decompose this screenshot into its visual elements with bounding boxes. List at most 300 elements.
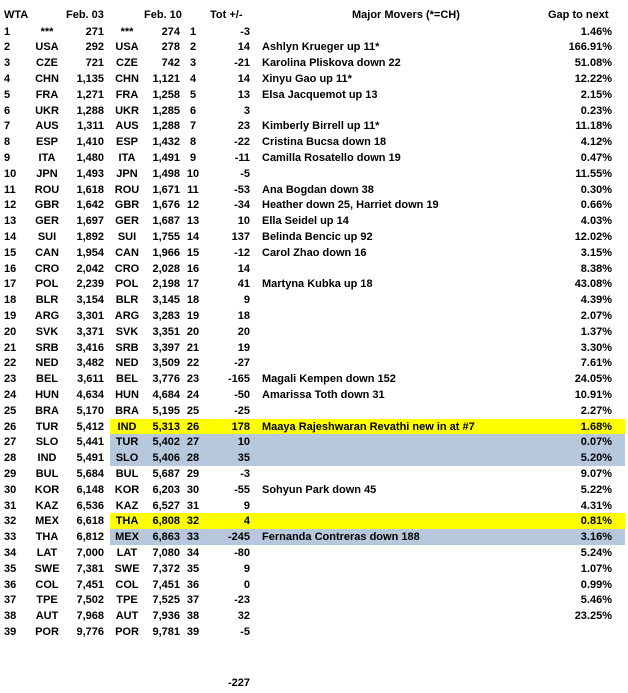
gap-to-next: 0.99% — [580, 578, 612, 591]
points-feb03: 1,135 — [76, 72, 104, 85]
points-feb10: 1,285 — [152, 104, 180, 117]
points-feb10: 3,509 — [152, 357, 180, 370]
rank-cell: 31 — [4, 499, 17, 512]
points-feb10: 6,203 — [152, 483, 180, 496]
total-diff: 9 — [243, 562, 250, 575]
points-feb03: 1,618 — [76, 183, 104, 196]
country-feb03: ROU — [34, 183, 60, 196]
country-feb10: BEL — [116, 373, 138, 386]
country-feb03: BLR — [35, 294, 59, 307]
country-feb03: CRO — [34, 262, 60, 275]
points-feb10: 1,288 — [152, 120, 180, 133]
points-feb03: 5,684 — [76, 467, 104, 480]
rank-cell: 33 — [4, 531, 17, 544]
rank-feb10: 18 — [186, 294, 200, 307]
points-feb10: 1,121 — [152, 72, 180, 85]
rank-cell: 3 — [4, 57, 11, 70]
rank-cell: 17 — [4, 278, 17, 291]
rank-feb10: 28 — [186, 452, 200, 465]
rank-feb10: 35 — [186, 562, 200, 575]
country-feb03: BRA — [35, 404, 59, 417]
rank-cell: 23 — [4, 373, 17, 386]
rank-feb10: 32 — [186, 515, 200, 528]
header-major-movers: Major Movers (*=CH) — [352, 9, 460, 21]
points-feb10: 1,491 — [152, 151, 180, 164]
rank-cell: 39 — [4, 625, 17, 638]
points-feb10: 2,028 — [152, 262, 180, 275]
country-feb10: KAZ — [115, 499, 139, 512]
points-feb10: 5,406 — [152, 452, 180, 465]
gap-to-next: 3.30% — [580, 341, 612, 354]
gap-to-next: 12.22% — [574, 72, 612, 85]
total-diff: -5 — [240, 167, 250, 180]
rank-cell: 28 — [4, 452, 17, 465]
points-feb10: 7,525 — [152, 594, 180, 607]
rank-cell: 21 — [4, 341, 17, 354]
gap-to-next: 3.16% — [580, 531, 612, 544]
country-feb03: NED — [35, 357, 59, 370]
country-feb10: HUN — [115, 388, 139, 401]
gap-to-next: 0.07% — [580, 436, 612, 449]
total-diff: 137 — [231, 230, 250, 243]
country-feb10: SRB — [115, 341, 139, 354]
total-diff: -22 — [234, 136, 250, 149]
rank-feb10: 8 — [189, 136, 197, 149]
country-feb10: *** — [120, 25, 134, 38]
header-tot: Tot +/- — [210, 9, 243, 21]
country-feb10: ARG — [114, 309, 140, 322]
gap-to-next: 2.07% — [580, 309, 612, 322]
total-diff: -34 — [234, 199, 250, 212]
points-feb03: 6,812 — [76, 531, 104, 544]
country-feb03: AUT — [35, 610, 59, 623]
rank-feb10: 5 — [189, 88, 197, 101]
points-feb10: 1,671 — [152, 183, 180, 196]
total-diff: 10 — [237, 436, 250, 449]
rank-feb10: 15 — [186, 246, 200, 259]
country-feb10: KOR — [114, 483, 140, 496]
points-feb10: 7,372 — [152, 562, 180, 575]
country-feb03: COL — [35, 578, 59, 591]
country-feb10: USA — [115, 41, 139, 54]
total-diff: 19 — [237, 341, 250, 354]
country-feb03: LAT — [36, 546, 58, 559]
rank-cell: 5 — [4, 88, 11, 101]
gap-to-next: 43.08% — [574, 278, 612, 291]
points-feb10: 4,684 — [152, 388, 180, 401]
total-diff: -3 — [240, 467, 250, 480]
major-mover: Camilla Rosatello down 19 — [262, 151, 401, 164]
country-feb10: NED — [115, 357, 139, 370]
gap-to-next: 2.15% — [580, 88, 612, 101]
points-feb10: 6,527 — [152, 499, 180, 512]
points-feb03: 271 — [85, 25, 104, 38]
points-feb10: 1,755 — [152, 230, 180, 243]
rank-cell: 36 — [4, 578, 17, 591]
rank-feb10: 26 — [186, 420, 200, 433]
rank-cell: 15 — [4, 246, 17, 259]
gap-to-next: 0.30% — [580, 183, 612, 196]
total-diff: -21 — [234, 57, 250, 70]
gap-to-next: 1.68% — [580, 420, 612, 433]
total-diff: 35 — [237, 452, 250, 465]
rank-feb10: 14 — [186, 230, 200, 243]
rank-cell: 35 — [4, 562, 17, 575]
major-mover: Fernanda Contreras down 188 — [262, 531, 420, 544]
country-feb10: SLO — [115, 452, 139, 465]
country-feb10: TUR — [115, 436, 139, 449]
rank-feb10: 34 — [186, 546, 200, 559]
total-diff: -50 — [234, 388, 250, 401]
gap-to-next: 11.18% — [575, 120, 612, 133]
total-diff: 32 — [237, 610, 250, 623]
country-feb03: FRA — [35, 88, 59, 101]
points-feb03: 6,536 — [76, 499, 104, 512]
points-feb03: 2,042 — [76, 262, 104, 275]
points-feb10: 6,863 — [152, 531, 180, 544]
country-feb10: MEX — [115, 531, 139, 544]
gap-to-next: 5.46% — [580, 594, 612, 607]
country-feb10: BUL — [115, 467, 139, 480]
rank-cell: 24 — [4, 388, 17, 401]
gap-to-next: 2.27% — [580, 404, 612, 417]
gap-to-next: 0.47% — [580, 151, 612, 164]
total-diff: 9 — [243, 499, 250, 512]
rank-feb10: 23 — [186, 373, 200, 386]
major-mover: Martyna Kubka up 18 — [262, 278, 373, 291]
points-feb03: 3,301 — [76, 309, 104, 322]
rank-cell: 4 — [4, 72, 11, 85]
points-feb10: 1,676 — [152, 199, 180, 212]
country-feb03: ARG — [34, 309, 60, 322]
rank-feb10: 29 — [186, 467, 200, 480]
country-feb03: CZE — [36, 57, 58, 70]
country-feb03: HUN — [35, 388, 59, 401]
total-diff: -53 — [234, 183, 250, 196]
points-feb03: 292 — [85, 41, 104, 54]
country-feb10: LAT — [116, 546, 138, 559]
points-feb10: 5,402 — [152, 436, 180, 449]
gap-to-next: 1.46% — [580, 25, 612, 38]
points-feb03: 7,968 — [76, 610, 104, 623]
points-feb03: 5,170 — [76, 404, 104, 417]
points-feb10: 5,687 — [152, 467, 180, 480]
points-feb10: 7,080 — [152, 546, 180, 559]
rank-feb10: 10 — [186, 167, 200, 180]
points-feb03: 4,634 — [76, 388, 104, 401]
rank-feb10: 37 — [186, 594, 200, 607]
rank-cell: 16 — [4, 262, 17, 275]
rank-feb10: 17 — [186, 278, 200, 291]
major-mover: Sohyun Park down 45 — [262, 483, 377, 496]
country-feb03: TUR — [35, 420, 59, 433]
gap-to-next: 4.12% — [580, 136, 612, 149]
gap-to-next: 7.61% — [580, 357, 612, 370]
country-feb10: CHN — [115, 72, 139, 85]
points-feb03: 5,441 — [76, 436, 104, 449]
rank-feb10: 6 — [189, 104, 197, 117]
rank-feb10: 27 — [186, 436, 200, 449]
points-feb10: 1,498 — [152, 167, 180, 180]
rank-cell: 12 — [4, 199, 17, 212]
total-diff: 41 — [237, 278, 250, 291]
country-feb03: SRB — [35, 341, 59, 354]
rank-feb10: 16 — [186, 262, 200, 275]
total-diff: 14 — [237, 262, 250, 275]
total-diff: -23 — [234, 594, 250, 607]
rank-feb10: 19 — [186, 309, 200, 322]
rank-feb10: 21 — [186, 341, 200, 354]
major-mover: Xinyu Gao up 11* — [262, 72, 352, 85]
rank-cell: 26 — [4, 420, 17, 433]
rank-cell: 18 — [4, 294, 17, 307]
gap-to-next: 11.55% — [575, 167, 612, 180]
rank-cell: 13 — [4, 215, 17, 228]
country-feb10: BRA — [115, 404, 139, 417]
major-mover: Heather down 25, Harriet down 19 — [262, 199, 439, 212]
rank-cell: 19 — [4, 309, 17, 322]
country-feb03: SVK — [35, 325, 59, 338]
country-feb10: GER — [115, 215, 139, 228]
country-feb10: AUT — [115, 610, 139, 623]
country-feb10: CAN — [115, 246, 139, 259]
gap-to-next: 5.22% — [580, 483, 612, 496]
points-feb03: 721 — [85, 57, 104, 70]
points-feb03: 1,954 — [76, 246, 104, 259]
gap-to-next: 166.91% — [568, 41, 612, 54]
country-feb10: THA — [115, 515, 139, 528]
country-feb03: BEL — [36, 373, 58, 386]
total-diff: 23 — [237, 120, 250, 133]
total-diff: -80 — [234, 546, 250, 559]
total-diff: 9 — [243, 294, 250, 307]
rank-feb10: 9 — [189, 151, 197, 164]
country-feb03: IND — [37, 452, 57, 465]
gap-to-next: 0.23% — [580, 104, 612, 117]
country-feb03: KAZ — [35, 499, 59, 512]
gap-to-next: 12.02% — [574, 230, 612, 243]
country-feb10: COL — [115, 578, 139, 591]
points-feb03: 3,482 — [76, 357, 104, 370]
country-feb03: JPN — [36, 167, 58, 180]
points-feb03: 3,611 — [77, 373, 104, 386]
rank-cell: 8 — [4, 136, 11, 149]
total-diff: 14 — [237, 72, 250, 85]
points-feb03: 1,642 — [76, 199, 104, 212]
points-feb10: 278 — [161, 41, 180, 54]
total-diff: 20 — [237, 325, 250, 338]
rank-cell: 38 — [4, 610, 17, 623]
gap-to-next: 5.24% — [580, 546, 612, 559]
points-feb03: 5,412 — [76, 420, 104, 433]
major-mover: Kimberly Birrell up 11* — [262, 120, 380, 133]
country-feb10: SVK — [115, 325, 139, 338]
rank-feb10: 31 — [186, 499, 200, 512]
points-feb10: 1,258 — [152, 88, 180, 101]
points-feb03: 1,697 — [76, 215, 104, 228]
header-gap-to-next: Gap to next — [548, 9, 609, 21]
rank-cell: 27 — [4, 436, 17, 449]
points-feb03: 6,148 — [76, 483, 104, 496]
country-feb03: CAN — [35, 246, 59, 259]
country-feb03: USA — [35, 41, 59, 54]
points-feb10: 3,397 — [152, 341, 180, 354]
country-feb03: SUI — [37, 230, 57, 243]
rank-feb10: 11 — [187, 183, 199, 196]
rank-cell: 37 — [4, 594, 17, 607]
points-feb10: 742 — [161, 57, 180, 70]
major-mover: Ella Seidel up 14 — [262, 215, 349, 228]
total-diff: -3 — [240, 25, 250, 38]
country-feb03: GBR — [34, 199, 60, 212]
country-feb03: SWE — [34, 562, 60, 575]
gap-to-next: 23.25% — [574, 610, 612, 623]
major-mover: Ana Bogdan down 38 — [262, 183, 374, 196]
country-feb03: ITA — [38, 151, 56, 164]
major-mover: Elsa Jacquemot up 13 — [262, 88, 378, 101]
rank-feb10: 25 — [186, 404, 200, 417]
total-diff: -245 — [227, 531, 250, 544]
country-feb10: ITA — [118, 151, 136, 164]
gap-to-next: 10.91% — [574, 388, 612, 401]
rank-cell: 10 — [4, 167, 17, 180]
rank-cell: 25 — [4, 404, 17, 417]
points-feb10: 3,145 — [152, 294, 180, 307]
total-diff: 13 — [237, 88, 250, 101]
points-feb03: 1,311 — [77, 120, 104, 133]
points-feb10: 5,313 — [152, 420, 180, 433]
rank-feb10: 24 — [186, 388, 200, 401]
rank-feb10: 38 — [186, 610, 200, 623]
total-diff: -55 — [234, 483, 250, 496]
major-mover: Carol Zhao down 16 — [262, 246, 367, 259]
points-feb10: 3,776 — [152, 373, 180, 386]
total-diff: 10 — [237, 215, 250, 228]
points-feb10: 7,936 — [152, 610, 180, 623]
rank-cell: 11 — [4, 183, 16, 196]
rank-cell: 14 — [4, 230, 17, 243]
country-feb03: *** — [40, 25, 54, 38]
total-diff: 4 — [243, 515, 250, 528]
points-feb03: 1,892 — [76, 230, 104, 243]
country-feb03: MEX — [35, 515, 59, 528]
gap-to-next: 1.37% — [580, 325, 612, 338]
gap-to-next: 0.81% — [580, 515, 612, 528]
gap-to-next: 3.15% — [580, 246, 612, 259]
rank-feb10: 3 — [189, 57, 197, 70]
points-feb03: 9,776 — [76, 625, 104, 638]
points-feb03: 1,493 — [76, 167, 104, 180]
rank-feb10: 2 — [189, 41, 197, 54]
country-feb10: AUS — [115, 120, 139, 133]
rank-cell: 29 — [4, 467, 17, 480]
total-diff: -5 — [240, 625, 250, 638]
points-feb03: 7,451 — [76, 578, 104, 591]
gap-to-next: 24.05% — [574, 373, 612, 386]
total-change: -227 — [227, 677, 250, 689]
country-feb03: AUS — [35, 120, 59, 133]
country-feb10: GBR — [114, 199, 140, 212]
points-feb10: 6,808 — [152, 515, 180, 528]
points-feb10: 1,432 — [152, 136, 180, 149]
country-feb03: TPE — [36, 594, 58, 607]
country-feb10: ROU — [114, 183, 140, 196]
rank-cell: 7 — [4, 120, 11, 133]
country-feb03: THA — [35, 531, 59, 544]
rank-cell: 30 — [4, 483, 17, 496]
points-feb03: 3,154 — [76, 294, 104, 307]
country-feb10: JPN — [116, 167, 138, 180]
country-feb10: FRA — [115, 88, 139, 101]
points-feb03: 3,416 — [76, 341, 104, 354]
country-feb03: POL — [35, 278, 59, 291]
gap-to-next: 4.31% — [580, 499, 612, 512]
points-feb10: 3,283 — [152, 309, 180, 322]
rank-cell: 2 — [4, 41, 11, 54]
country-feb03: KOR — [34, 483, 60, 496]
major-mover: Belinda Bencic up 92 — [262, 230, 373, 243]
gap-to-next: 1.07% — [580, 562, 612, 575]
points-feb10: 1,966 — [152, 246, 180, 259]
table-row — [0, 624, 628, 642]
rank-feb10: 13 — [186, 215, 200, 228]
country-feb10: POL — [115, 278, 139, 291]
total-diff: 0 — [243, 578, 250, 591]
points-feb03: 7,381 — [76, 562, 104, 575]
header-feb10: Feb. 10 — [144, 9, 182, 21]
header-feb03: Feb. 03 — [66, 9, 104, 21]
country-feb03: BUL — [35, 467, 59, 480]
major-mover: Amarissa Toth down 31 — [262, 388, 385, 401]
total-diff: 3 — [243, 104, 250, 117]
points-feb03: 5,491 — [76, 452, 104, 465]
country-feb10: CRO — [114, 262, 140, 275]
country-feb10: BLR — [115, 294, 139, 307]
points-feb10: 7,451 — [152, 578, 180, 591]
country-feb10: IND — [117, 420, 137, 433]
points-feb03: 1,480 — [76, 151, 104, 164]
country-feb03: SLO — [35, 436, 59, 449]
country-feb10: UKR — [115, 104, 139, 117]
total-diff: -27 — [234, 357, 250, 370]
points-feb10: 9,781 — [152, 625, 180, 638]
rank-cell: 20 — [4, 325, 17, 338]
gap-to-next: 4.39% — [580, 294, 612, 307]
rank-feb10: 36 — [186, 578, 200, 591]
gap-to-next: 0.66% — [580, 199, 612, 212]
total-diff: -11 — [234, 151, 250, 164]
rank-feb10: 7 — [189, 120, 197, 133]
points-feb10: 1,687 — [152, 215, 180, 228]
points-feb03: 1,271 — [76, 88, 104, 101]
gap-to-next: 8.38% — [580, 262, 612, 275]
total-diff: -25 — [234, 404, 250, 417]
rank-feb10: 39 — [186, 625, 200, 638]
rank-cell: 34 — [4, 546, 17, 559]
points-feb03: 1,288 — [76, 104, 104, 117]
major-mover: Magali Kempen down 152 — [262, 373, 396, 386]
country-feb10: TPE — [116, 594, 138, 607]
total-diff: -12 — [234, 246, 250, 259]
country-feb10: CZE — [116, 57, 138, 70]
rank-feb10: 22 — [186, 357, 200, 370]
major-mover: Ashlyn Krueger up 11* — [262, 41, 380, 54]
points-feb10: 3,351 — [152, 325, 180, 338]
rank-cell: 32 — [4, 515, 17, 528]
points-feb03: 7,502 — [76, 594, 104, 607]
country-feb10: SUI — [117, 230, 137, 243]
country-feb03: CHN — [35, 72, 59, 85]
